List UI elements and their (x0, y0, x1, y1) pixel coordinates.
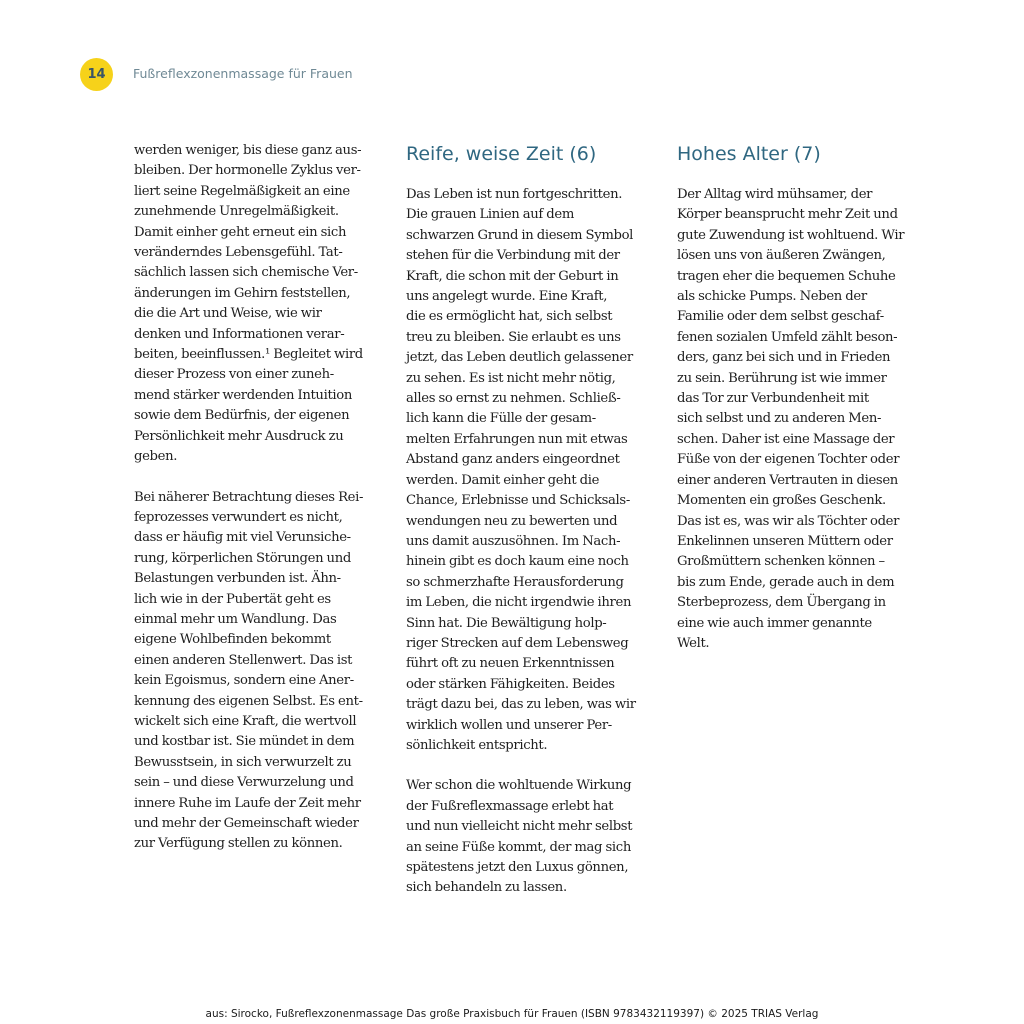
paragraph (134, 141, 370, 468)
text-line: riger Strecken auf dem Lebensweg (406, 635, 629, 651)
text-line: schen. Daher ist eine Massage der (677, 431, 895, 447)
text-line: beiten, beeinflussen.¹ Begleitet wird (134, 347, 363, 363)
paragraph (677, 185, 913, 654)
text-line: feprozesses verwundert es nicht, (134, 509, 343, 525)
text-line: spätestens jetzt den Luxus gönnen, (406, 860, 629, 875)
text-line: einer anderen Vertrauten in diesen (677, 472, 898, 488)
text-line: innere Ruhe im Laufe der Zeit mehr (134, 795, 361, 811)
text-column-3 (677, 141, 913, 654)
text-line: uns angelegt wurde. Eine Kraft, (406, 289, 608, 305)
text-line: im Leben, die nicht irgendwie ihren (406, 595, 632, 611)
text-line: fenen sozialen Umfeld zählt beson- (677, 329, 898, 345)
text-line: wirklich wollen und unserer Per- (406, 717, 612, 733)
text-line: kennung des eigenen Selbst. Es ent- (134, 693, 363, 709)
text-line: Das ist es, was wir als Töchter oder (677, 513, 900, 529)
text-line: lich wie in der Pubertät geht es (134, 591, 331, 607)
text-line: Die grauen Linien auf dem (406, 207, 574, 223)
text-line: führt oft zu neuen Erkenntnissen (406, 656, 615, 672)
text-line: Das Leben ist nun fortgeschritten. (406, 187, 623, 202)
text-line: liert seine Regelmäßigkeit an eine (134, 183, 350, 199)
text-line: Persönlichkeit mehr Ausdruck zu (134, 428, 344, 444)
text-line: stehen für die Verbindung mit der (406, 248, 620, 264)
page-number: 14 (87, 67, 106, 82)
text-line: dieser Prozess von einer zuneh- (134, 367, 334, 383)
text-line: sächlich lassen sich chemische Ver- (134, 265, 358, 281)
text-line: sein – und diese Verwurzelung und (134, 775, 354, 791)
text-line: treu zu bleiben. Sie erlaubt es uns (406, 329, 621, 345)
text-line: Füße von der eigenen Tochter oder (677, 452, 900, 468)
text-column-2 (406, 141, 642, 899)
text-line: die es ermöglicht hat, sich selbst (406, 309, 613, 325)
text-line: zunehmende Unregelmäßigkeit. (134, 204, 339, 220)
text-line: das Tor zur Verbundenheit mit (677, 391, 869, 407)
text-line: denken und Informationen verar- (134, 326, 345, 342)
text-line: alles so ernst zu nehmen. Schließ- (406, 391, 621, 407)
text-line: dass er häufig mit viel Verunsiche- (134, 530, 351, 546)
text-line: und nun vielleicht nicht mehr selbst (406, 819, 633, 835)
text-line: als schicke Pumps. Neben der (677, 289, 867, 305)
text-line: Wer schon die wohltuende Wirkung (406, 778, 632, 794)
text-line: Sinn hat. Die Bewältigung holp- (406, 615, 607, 631)
text-line: sowie dem Bedürfnis, der eigenen (134, 408, 350, 424)
text-line: ders, ganz bei sich und in Frieden (677, 350, 891, 366)
text-line: hinein gibt es doch kaum eine noch (406, 554, 629, 570)
text-line: werden weniger, bis diese ganz aus- (134, 143, 362, 158)
running-head: Fußreflexzonenmassage für Frauen (133, 66, 353, 81)
text-line: Sterbeprozess, dem Übergang in (677, 595, 886, 611)
text-line: geben. (134, 449, 178, 465)
text-line: wendungen neu zu bewerten und (406, 513, 618, 529)
section-heading-hohes-alter: Hohes Alter (7) (677, 143, 821, 165)
text-line: zu sein. Berührung ist wie immer (677, 370, 887, 386)
paragraph (406, 185, 642, 756)
paragraph (406, 776, 642, 898)
text-line: uns damit auszusöhnen. Im Nach- (406, 533, 621, 549)
text-line: eigene Wohlbefinden bekommt (134, 632, 331, 648)
text-line: Abstand ganz anders eingeordnet (406, 452, 620, 468)
text-line: einmal mehr um Wandlung. Das (134, 611, 337, 627)
page-number-badge (80, 58, 113, 91)
text-line: schwarzen Grund in diesem Symbol (406, 227, 634, 243)
text-line: zu sehen. Es ist nicht mehr nötig, (406, 370, 616, 386)
text-line: jetzt, das Leben deutlich gelassener (406, 350, 633, 366)
text-line: kein Egoismus, sondern eine Aner- (134, 673, 354, 689)
source-footer: aus: Sirocko, Fußreflexzonenmassage Das große Praxisbuch für Frauen (ISBN 9783432119397) © 2025 TRIAS Verlag (205, 1008, 819, 1020)
text-line: tragen eher die bequemen Schuhe (677, 268, 896, 284)
text-line: lösen uns von äußeren Zwängen, (677, 248, 886, 264)
text-line: wickelt sich eine Kraft, die wertvoll (134, 713, 357, 729)
text-line: sönlichkeit entspricht. (406, 737, 548, 753)
text-line: Momenten ein großes Geschenk. (677, 493, 886, 509)
text-line: Bei näherer Betrachtung dieses Rei- (134, 489, 364, 505)
text-line: Welt. (677, 635, 710, 651)
text-line: trägt dazu bei, das zu leben, was wir (406, 697, 636, 713)
text-line: bis zum Ende, gerade auch in dem (677, 574, 895, 590)
text-line: Damit einher geht erneut ein sich (134, 224, 347, 240)
text-line: mend stärker werdenden Intuition (134, 387, 352, 403)
text-line: einen anderen Stellenwert. Das ist (134, 652, 353, 668)
text-line: der Fußreflexmassage erlebt hat (406, 798, 614, 814)
text-line: so schmerzhafte Herausforderung (406, 574, 624, 590)
section-heading-reife: Reife, weise Zeit (6) (406, 143, 597, 165)
text-line: eine wie auch immer genannte (677, 615, 872, 631)
text-line: Familie oder dem selbst geschaf- (677, 309, 884, 325)
text-line: zur Verfügung stellen zu können. (134, 836, 343, 852)
text-line: sich behandeln zu lassen. (406, 880, 567, 896)
text-line: Belastungen verbunden ist. Ähn- (134, 571, 341, 587)
text-line: Enkelinnen unseren Müttern oder (677, 533, 893, 549)
text-line: gute Zuwendung ist wohltuend. Wir (677, 227, 905, 243)
text-line: an seine Füße kommt, der mag sich (406, 839, 631, 855)
text-line: rung, körperlichen Störungen und (134, 550, 351, 566)
text-line: die die Art und Weise, wie wir (134, 306, 322, 322)
text-line: sich selbst und zu anderen Men- (677, 411, 882, 427)
text-line: Körper beansprucht mehr Zeit und (677, 207, 898, 223)
text-line: und kostbar ist. Sie mündet in dem (134, 734, 355, 750)
text-line: Kraft, die schon mit der Geburt in (406, 268, 619, 284)
text-line: und mehr der Gemeinschaft wieder (134, 816, 359, 831)
text-line: Bewusstsein, in sich verwurzelt zu (134, 754, 352, 770)
text-line: lich kann die Fülle der gesam- (406, 411, 596, 427)
text-line: Chance, Erlebnisse und Schicksals- (406, 493, 630, 509)
text-line: oder stärken Fähigkeiten. Beides (406, 676, 615, 692)
text-line: Der Alltag wird mühsamer, der (677, 187, 873, 202)
paragraph (134, 488, 370, 855)
text-line: bleiben. Der hormonelle Zyklus ver- (134, 163, 361, 179)
text-line: veränderndes Lebensgefühl. Tat- (134, 245, 343, 261)
text-line: melten Erfahrungen nun mit etwas (406, 431, 628, 447)
text-column-1 (134, 141, 370, 855)
text-line: werden. Damit einher geht die (406, 472, 600, 488)
text-line: Großmüttern schenken können – (677, 554, 885, 570)
text-line: änderungen im Gehirn feststellen, (134, 285, 351, 301)
